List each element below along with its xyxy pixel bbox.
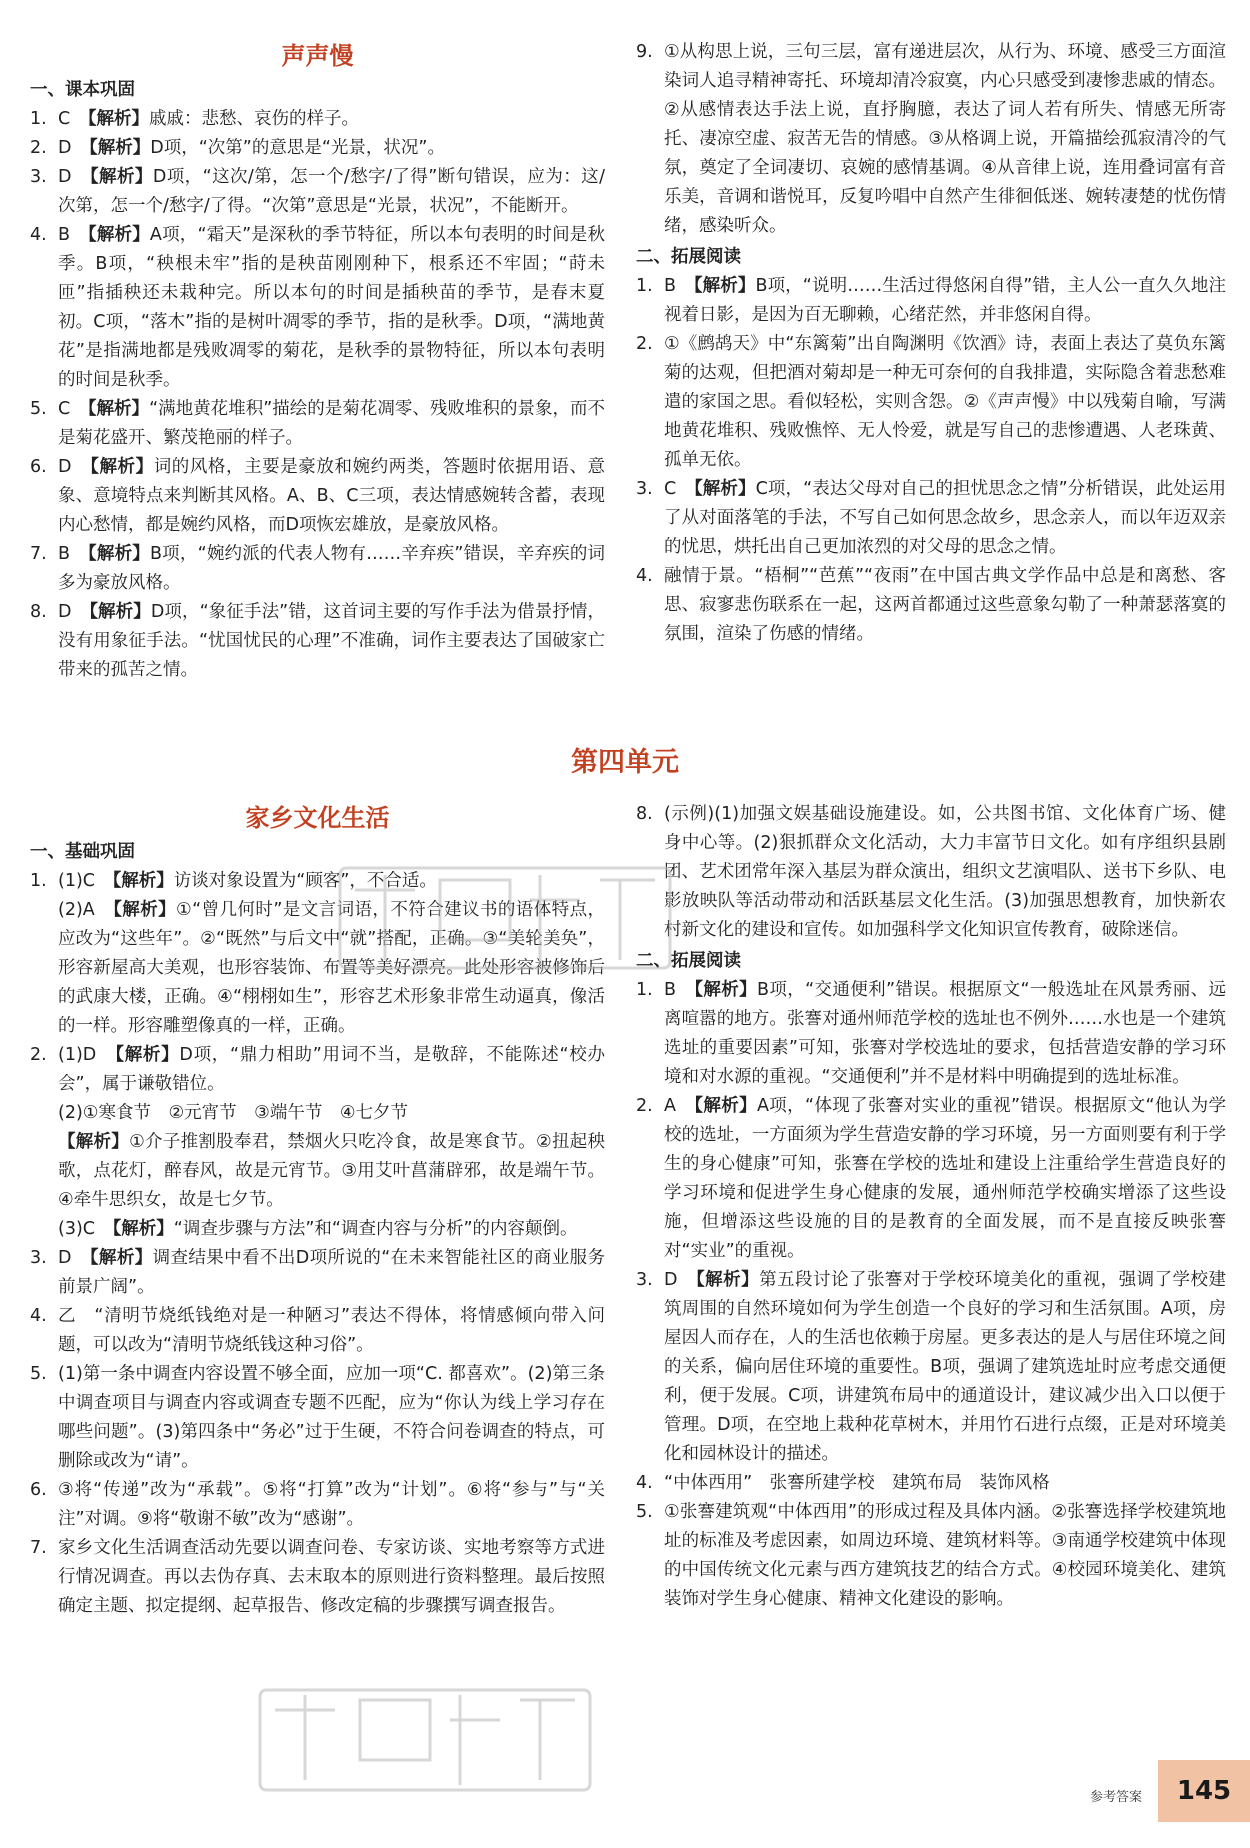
section-heading: 一、基础巩固	[30, 842, 135, 862]
answer-item	[636, 1266, 1226, 1469]
item-text: 融情于景。“梧桐”“芭蕉”“夜雨”在中国古典文学作品中总是和离愁、客思、寂寥悲伤联系在一起，这两首都通过这些意象勾勒了一种萧瑟落寞的氛围，渲染了伤感的情绪。	[664, 566, 1226, 644]
answer-item	[30, 1534, 605, 1621]
sub-answer-list	[58, 867, 605, 1041]
analysis-tag: 【解析】	[87, 109, 149, 129]
item-text: A项，“体现了张謇对实业的重视”错误。根据原文“他认为学校的选址，一方面须为学生营造安静的学习环境，另一方面则要有利于学生的身心健康”可知，张謇在学校的选址和建设上注重给学生营造良好的学习环境和促进学生身心健康的发展，通州师范学校确实增添了这些设施，但增添这些设施的目的是教育的全面发展，而不是直接反映张謇对“实业”的重视。	[664, 1096, 1227, 1261]
section-heading: 二、拓展阅读	[636, 951, 741, 971]
answer-item	[636, 1092, 1226, 1266]
answer-item	[30, 1302, 605, 1360]
item-text: B项，“交通便利”错误。根据原文“一般选址在风景秀丽、远离喧嚣的地方。张謇对通州师范学校的选址也不例外……水也是一个建筑选址的重要因素”可知，张謇对学校选址的要求，包括营造安静的学习环境和对水源的重视。“交通便利”并不是材料中明确提到的选址标准。	[664, 980, 1227, 1087]
left-bottom-column	[30, 800, 605, 1621]
lesson-title-hometown-culture: 家乡文化生活	[245, 804, 390, 832]
answer-item	[30, 1476, 605, 1534]
answer-choice: (3)C	[58, 1219, 96, 1239]
item-number: 1.	[30, 871, 47, 891]
answer-item	[636, 1469, 1226, 1498]
answer-choice: A	[664, 1096, 676, 1116]
analysis-tag: 【解析】	[694, 1096, 757, 1116]
sub-answer-list	[58, 1041, 605, 1244]
item-number: 9.	[636, 42, 653, 62]
answer-item	[636, 1498, 1226, 1614]
analysis-tag: 【解析】	[693, 276, 756, 296]
answer-item	[30, 598, 605, 685]
section-heading: 一、课本巩固	[30, 80, 135, 100]
item-text: ①介子推割股奉君，禁烟火只吃冷食，故是寒食节。②扭起秧歌，点花灯，醉春风，故是元宵节。③用艾叶菖蒲辟邪，故是端午节。④牵牛思织女，故是七夕节。	[58, 1132, 605, 1210]
analysis-tag: 【解析】	[694, 980, 757, 1000]
answer-list	[636, 976, 1226, 1614]
unit-title: 第四单元	[571, 747, 679, 778]
answer-choice: (1)D	[58, 1045, 97, 1065]
answer-choice: C	[58, 399, 71, 419]
item-number: 4.	[636, 1473, 653, 1493]
analysis-tag: 【解析】	[115, 1045, 180, 1065]
sub-answer	[58, 1215, 605, 1244]
analysis-tag: 【解析】	[90, 457, 154, 477]
item-text: 戚戚：悲愁、哀伤的样子。	[148, 109, 359, 129]
left-top-column	[30, 38, 605, 685]
item-text: (示例)(1)加强文娱基础设施建设。如，公共图书馆、文化体育广场、健身中心等。(2)狠抓群众文化活动，大力丰富节日文化。如有序组织县剧团、艺术团常年深入基层为群众演出，组织文艺演唱队、送书下乡队、电影放映队等活动带动和活跃基层文化生活。(3)加强思想教育，加快新农村新文化的建设和宣传。如加强科学文化知识宣传教育，破除迷信。	[664, 804, 1226, 940]
answer-choice: D	[58, 138, 72, 158]
item-number: 5.	[30, 399, 47, 419]
item-number: 1.	[30, 109, 47, 129]
item-text: (2)①寒食节 ②元宵节 ③端午节 ④七夕节	[58, 1103, 409, 1123]
item-text: 家乡文化生活调查活动先要以调查问卷、专家访谈、实地考察等方式进行情况调查。再以去伪存真、去末取本的原则进行资料整理。最后按照确定主题、拟定提纲、起草报告、修改定稿的步骤撰写调查报告。	[58, 1538, 605, 1616]
item-number: 2.	[636, 1096, 653, 1116]
item-text: ①《鹧鸪天》中“东篱菊”出自陶渊明《饮酒》诗，表面上表达了莫负东篱菊的达观，但把酒对菊却是一种无可奈何的自我排遣，实际隐含着悲愁难遣的家国之思。看似轻松，实则含怨。②《声声慢》中以残菊自喻，写满地黄花堆积、残败憔悴、无人怜爱，就是写自己的悲惨遭遇、人老珠黄、孤单无依。	[664, 334, 1226, 470]
answer-item	[30, 453, 605, 540]
analysis-tag: 【解析】	[695, 1270, 760, 1290]
item-text: (1)第一条中调查内容设置不够全面，应加一项“C. 都喜欢”。(2)第三条中调查项目与调查内容或调查专题不匹配，应为“你认为线上学习存在哪些问题”。(3)第四条中“务必”过于生硬，不符合问卷调查的特点，可删除或改为“请”。	[58, 1364, 605, 1471]
item-number: 2.	[30, 1045, 47, 1065]
lesson-title-shengshengman: 声声慢	[281, 42, 354, 70]
answer-item	[30, 540, 605, 598]
analysis-tag: 【解析】	[58, 1132, 130, 1152]
answer-choice: C	[58, 109, 71, 129]
item-text: A项，“霜天”是深秋的季节特征，所以本句表明的时间是秋季。B项，“秧根未牢”指的是秧苗刚刚种下，根系还不牢固；“莳未匝”指插秧还未栽种完。所以本句的时间是插秧苗的季节，是春末夏初。C项，“落木”指的是树叶凋零的季节，指的是秋季。D项，“满地黄花”是指满地都是残败凋零的菊花，是秋季的景物特征，所以本句表明的时间是秋季。	[58, 225, 606, 390]
analysis-tag: 【解析】	[112, 1219, 174, 1239]
answer-choice: B	[664, 980, 677, 1000]
item-text: 调查结果中看不出D项所说的“在未来智能社区的商业服务前景广阔”。	[58, 1248, 606, 1297]
answer-item	[30, 867, 605, 1041]
sub-answer	[58, 1128, 605, 1215]
item-text: B项，“婉约派的代表人物有……辛弃疾”错误，辛弃疾的词多为豪放风格。	[58, 544, 606, 593]
item-number: 5.	[636, 1502, 653, 1522]
item-number: 3.	[30, 167, 47, 187]
item-number: 8.	[636, 804, 653, 824]
item-number: 7.	[30, 544, 47, 564]
item-text: B项，“说明……生活过得悠闲自得”错，主人公一直久久地注视着日影，是因为百无聊赖，心绪茫然，并非悠闲自得。	[664, 276, 1227, 325]
item-text: D项，“次第”的意思是“光景，状况”。	[150, 138, 445, 158]
answer-item	[30, 1360, 605, 1476]
item-number: 4.	[30, 1306, 47, 1326]
item-text: “中体西用” 张謇所建学校 建筑布局 装饰风格	[664, 1473, 1050, 1493]
sub-answer	[58, 867, 605, 896]
answer-choice: (1)C	[58, 871, 96, 891]
page-footer	[1024, 1760, 1250, 1822]
analysis-tag: 【解析】	[88, 138, 151, 158]
answer-item	[30, 105, 605, 134]
item-number: 3.	[636, 479, 653, 499]
answer-item	[636, 562, 1226, 649]
answer-item	[30, 163, 605, 221]
page-number: 145	[1158, 1760, 1250, 1822]
answer-item	[30, 1244, 605, 1302]
item-text: “满地黄花堆积”描绘的是菊花凋零、残败堆积的景象，而不是菊花盛开、繁茂艳丽的样子。	[58, 399, 605, 448]
item-number: 1.	[636, 276, 653, 296]
answer-list	[636, 272, 1226, 649]
item-text: ①从构思上说，三句三层，富有递进层次，从行为、环境、感受三方面渲染词人追寻精神寄托、环境却清冷寂寞，内心只感受到凄惨悲戚的情态。②从感情表达手法上说，直抒胸臆，表达了词人若有所失、情感无所寄托、凄凉空虚、寂苦无告的情感。③从格调上说，开篇描绘孤寂清冷的气氛，奠定了全词凄切、哀婉的感情基调。④从音律上说，连用叠词富有音乐美，音调和谐悦耳，反复吟唱中自然产生徘徊低迷、婉转凄楚的忧伤情绪，感染听众。	[664, 42, 1226, 236]
item-number: 6.	[30, 1480, 47, 1500]
item-text: D项，“象征手法”错，这首词主要的写作手法为借景抒情，没有用象征手法。“忧国忧民的心理”不准确，词作主要表达了国破家亡带来的孤苦之情。	[58, 602, 606, 680]
section-heading: 二、拓展阅读	[636, 247, 741, 267]
right-bottom-column	[636, 800, 1226, 1614]
answer-item	[30, 134, 605, 163]
answer-choice: B	[664, 276, 677, 296]
item-number: 6.	[30, 457, 47, 477]
analysis-tag: 【解析】	[89, 602, 151, 622]
item-number: 5.	[30, 1364, 47, 1384]
answer-list	[30, 105, 605, 685]
sub-answer	[58, 1099, 605, 1128]
answer-choice: D	[664, 1270, 678, 1290]
analysis-tag: 【解析】	[89, 1248, 153, 1268]
analysis-tag: 【解析】	[113, 900, 177, 920]
item-number: 4.	[636, 566, 653, 586]
answer-item	[636, 38, 1226, 241]
answer-choice: D	[58, 167, 72, 187]
item-number: 4.	[30, 225, 47, 245]
item-text: C项，“表达父母对自己的担忧思念之情”分析错误，此处运用了从对面落笔的手法，不写自己如何思念故乡，思念亲人，而以年迈双亲的忧思，烘托出自己更加浓烈的对父母的思念之情。	[664, 479, 1227, 557]
item-text: 乙 “清明节烧纸钱绝对是一种陋习”表达不得体，将情感倾向带入问题，可以改为“清明节烧纸钱这种习俗”。	[58, 1306, 605, 1355]
item-text: 访谈对象设置为“顾客”，不合适。	[173, 871, 437, 891]
answer-choice: D	[58, 1248, 72, 1268]
answer-list	[30, 1244, 605, 1621]
answer-item	[30, 1041, 605, 1244]
item-text: 词的风格，主要是豪放和婉约两类，答题时依据用语、意象、意境特点来判断其风格。A、B、C三项，表达情感婉转含蓄，表现内心愁情，都是婉约风格，而D项恢宏雄放，是豪放风格。	[58, 457, 606, 535]
answer-choice: D	[58, 602, 72, 622]
answer-item	[636, 475, 1226, 562]
answer-item	[30, 221, 605, 395]
item-number: 2.	[636, 334, 653, 354]
item-number: 2.	[30, 138, 47, 158]
item-text: ①“曾几何时”是文言词语，不符合建议书的语体特点，应改为“这些年”。②“既然”与后文中“就”搭配，正确。③“美轮美奂”，形容新屋高大美观，也形容装饰、布置等美好漂亮。此处形容被修饰后的武康大楼，正确。④“栩栩如生”，形容艺术形象非常生动逼真，像活的一样。形容雕塑像真的一样，正确。	[58, 900, 605, 1036]
item-number: 3.	[30, 1248, 47, 1268]
analysis-tag: 【解析】	[87, 399, 150, 419]
item-number: 1.	[636, 980, 653, 1000]
right-top-column	[636, 38, 1226, 649]
item-text: “调查步骤与方法”和“调查内容与分析”的内容颠倒。	[173, 1219, 578, 1239]
answer-choice: D	[58, 457, 72, 477]
item-number: 7.	[30, 1538, 47, 1558]
item-text: ①张謇建筑观“中体西用”的形成过程及具体内涵。②张謇选择学校建筑地址的标准及考虑因素，如周边环境、建筑材料等。③南通学校建筑中体现的中国传统文化元素与西方建筑技艺的结合方式。④校园环境美化、建筑装饰对学生身心健康、精神文化建设的影响。	[664, 1502, 1226, 1609]
sub-answer	[58, 1041, 605, 1099]
analysis-tag: 【解析】	[112, 871, 174, 891]
answer-choice: B	[58, 225, 71, 245]
answer-item	[30, 395, 605, 453]
answer-item	[636, 976, 1226, 1092]
answer-item	[636, 272, 1226, 330]
item-number: 8.	[30, 602, 47, 622]
item-text: ③将“传递”改为“承载”。⑤将“打算”改为“计划”。⑥将“参与”与“关注”对调。⑨将“敬谢不敏”改为“感谢”。	[58, 1480, 605, 1529]
answer-choice: (2)A	[58, 900, 95, 920]
sub-answer	[58, 896, 605, 1041]
footer-label: 参考答案	[1089, 1790, 1142, 1805]
item-text: D项，“鼎力相助”用词不当，是敬辞，不能陈述“校办会”，属于谦敬错位。	[58, 1045, 605, 1094]
answer-choice: C	[664, 479, 677, 499]
analysis-tag: 【解析】	[87, 544, 150, 564]
answer-item	[636, 330, 1226, 475]
analysis-tag: 【解析】	[89, 167, 153, 187]
answer-choice: B	[58, 544, 71, 564]
analysis-tag: 【解析】	[693, 479, 756, 499]
item-text: D项，“这次/第，怎一个/愁字/了得”断句错误，应为：这/次第，怎一个/愁字/了得。“次第”意思是“光景，状况”，不能断开。	[58, 167, 605, 216]
answer-item	[636, 800, 1226, 945]
item-text: 第五段讨论了张謇对于学校环境美化的重视，强调了学校建筑周围的自然环境如何为学生创造一个良好的学习和生活氛围。A项，房屋因人而存在，人的生活也依赖于房屋。更多表达的是人与居住环境之间的关系，偏向居住环境的重要性。B项，强调了建筑选址时应考虑交通便利，便于发展。C项，讲建筑布局中的通道设计，建议减少出入口以便于管理。D项，在空地上栽种花草树木，并用竹石进行点缀，正是对环境美化和园林设计的描述。	[664, 1270, 1226, 1464]
analysis-tag: 【解析】	[87, 225, 150, 245]
item-number: 3.	[636, 1270, 653, 1290]
